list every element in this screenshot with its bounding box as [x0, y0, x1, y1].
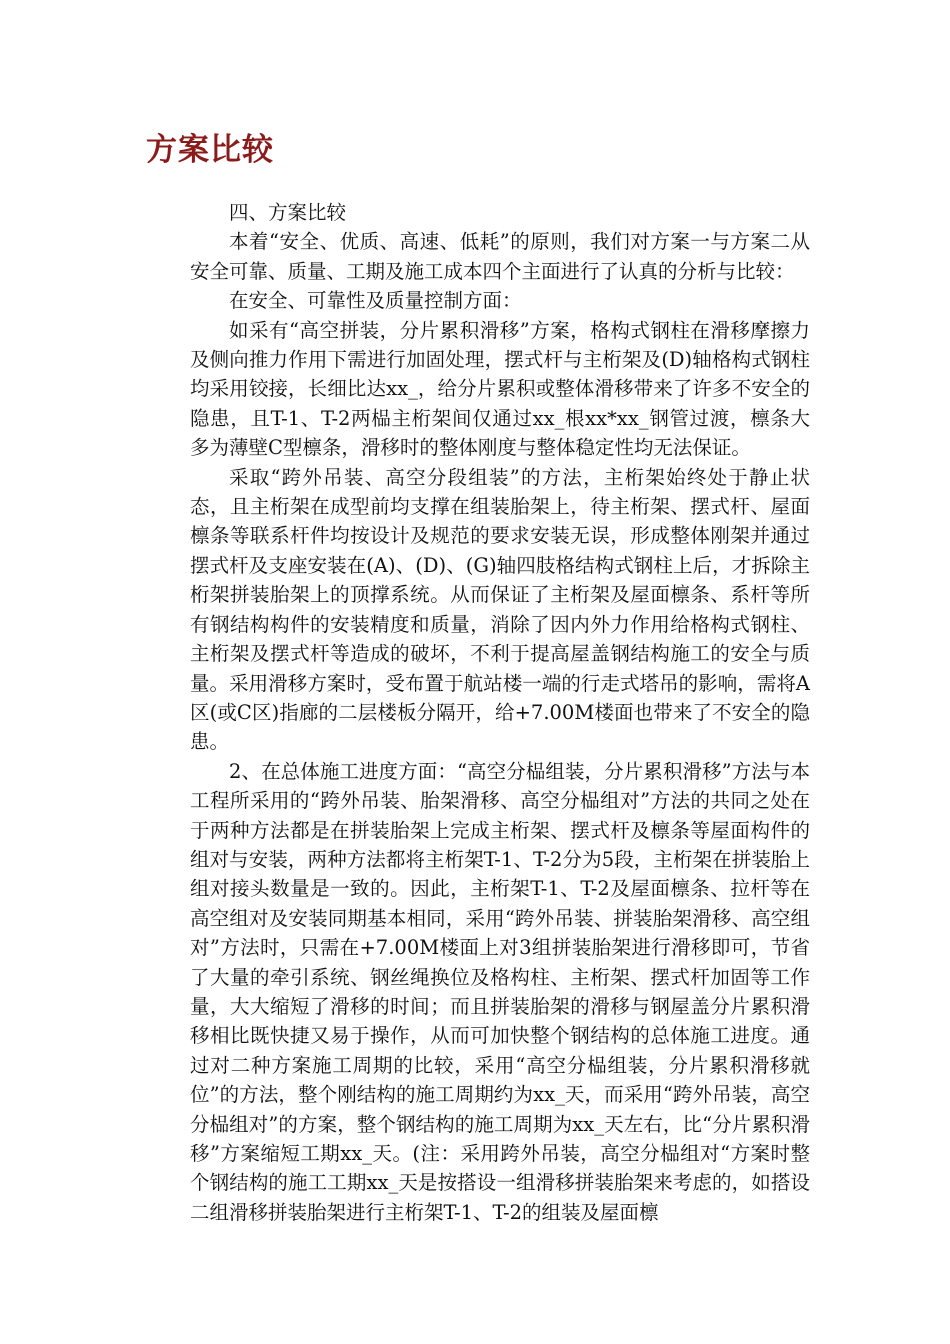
section-heading: 四、方案比较: [229, 201, 347, 224]
document-title: 方案比较: [146, 132, 274, 168]
paragraph-sliding-scheme: 如采有“高空拼装，分片累积滑移”方案，格构式钢柱在滑移摩擦力及侧向推力作用下需进行加固处理，摆式杆与主桁架及(D)轴格构式钢柱均采用铰接，长细比达xx_，给分片累积或整体滑移带来了许多不安全的隐患，且T-1、T-2两榀主桁架间仅通过xx_根xx*xx_钢管过渡，檩条大多为薄壁C型檩条，滑移时的整体刚度与整体稳定性均无法保证。: [190, 318, 810, 460]
document-body: [190, 198, 810, 1227]
paragraph-schedule: 2、在总体施工进度方面：“高空分榀组装，分片累积滑移”方法与本工程所采用的“跨外吊装、胎架滑移、高空分榀组对”方法的共同之处在于两种方法都是在拼装胎架上完成主桁架、摆式杆及檩条等屋面构件的组对与安装，两种方法都将主桁架T-1、T-2分为5段，主桁架在拼装胎上组对接头数量是一致的。因此，主桁架T-1、T-2及屋面檩条、拉杆等在高空组对及安装同期基本相同，采用“跨外吊装、拼装胎架滑移、高空组对”方法时，只需在+7.00M楼面上对3组拼装胎架进行滑移即可，节省了大量的牵引系统、钢丝绳换位及格构柱、主桁架、摆式杆加固等工作量，大大缩短了滑移的时间；而且拼装胎架的滑移与钢屋盖分片累积滑移相比既快捷又易于操作，从而可加快整个钢结构的总体施工进度。通过对二种方案施工周期的比较，采用“高空分榀组装，分片累积滑移就位”的方法，整个刚结构的施工周期约为xx_天，而采用“跨外吊装，高空分榀组对”的方案，整个钢结构的施工周期为xx_天左右，比“分片累积滑移”方案缩短工期xx_天。(注：采用跨外吊装，高空分榀组对“方案时整个钢结构的施工工期xx_天是按搭设一组滑移拼装胎架来考虑的，如搭设二组滑移拼装胎架进行主桁架T-1、T-2的组装及屋面檩: [190, 759, 810, 1224]
paragraph-hoisting-scheme: 采取“跨外吊装、高空分段组装”的方法，主桁架始终处于静止状态，且主桁架在成型前均支撑在组装胎架上，待主桁架、摆式杆、屋面檩条等联系杆件均按设计及规范的要求安装无误，形成整体刚架并通过摆式杆及支座安装在(A)、(D)、(G)轴四肢格结构式钢柱上后，才拆除主桁架拼装胎架上的顶撑系统。从而保证了主桁架及屋面檩条、系杆等所有钢结构构件的安装精度和质量，消除了因内外力作用给格构式钢柱、主桁架及摆式杆等造成的破坏，不利于提高屋盖钢结构施工的安全与质量。采用滑移方案时，受布置于航站楼一端的行走式塔吊的影响，需将A区(或C区)指廊的二层楼板分隔开，给+7.00M楼面也带来了不安全的隐患。: [190, 465, 810, 754]
subsection-heading-safety: 在安全、可靠性及质量控制方面：: [229, 289, 522, 313]
paragraph-intro: 本着“安全、优质、高速、低耗”的原则，我们对方案一与方案二从安全可靠、质量、工期及施工成本四个主面进行了认真的分析与比较：: [190, 230, 810, 283]
